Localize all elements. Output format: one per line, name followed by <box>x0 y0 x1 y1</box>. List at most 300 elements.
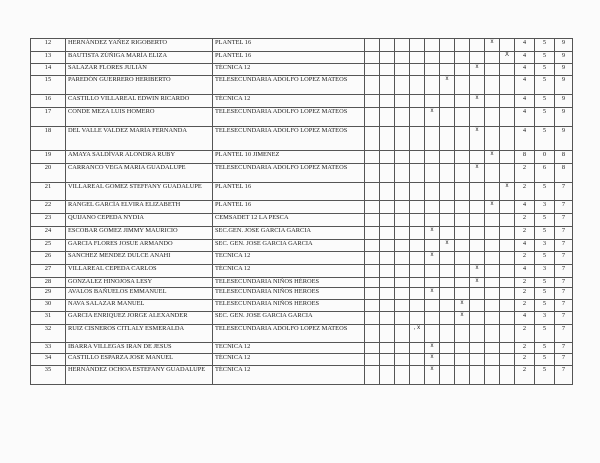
mark-cell <box>380 312 395 325</box>
total-cell: 8 <box>555 164 573 183</box>
school-cell: SEC.GEN. JOSE GARCIA GARCIA <box>213 227 365 240</box>
score-a-cell: 4 <box>515 127 535 151</box>
school-cell: PLANTEL 10 JIMENEZ <box>213 151 365 164</box>
row-number-cell: 29 <box>31 288 66 300</box>
student-name-cell: SANCHEZ MENDEZ DULCE ANAHI <box>66 252 213 265</box>
student-name-cell: CONDE MEZA LUIS HOMERO <box>66 108 213 127</box>
mark-cell <box>485 300 500 312</box>
score-a-cell: 4 <box>515 240 535 252</box>
total-cell: 7 <box>555 240 573 252</box>
score-b-cell: 3 <box>535 201 555 214</box>
score-a-cell: 4 <box>515 76 535 95</box>
mark-cell: x <box>425 354 440 366</box>
score-b-cell: 5 <box>535 183 555 201</box>
mark-cell <box>455 95 470 108</box>
mark-cell <box>440 312 455 325</box>
mark-cell <box>395 300 410 312</box>
row-number-cell: 20 <box>31 164 66 183</box>
mark-cell <box>440 265 455 278</box>
mark-cell <box>485 354 500 366</box>
mark-cell <box>500 278 515 288</box>
mark-cell <box>500 214 515 227</box>
total-cell: 9 <box>555 39 573 52</box>
table-row <box>31 265 573 278</box>
total-cell: 7 <box>555 325 573 343</box>
table-row <box>31 343 573 354</box>
score-b-cell: 5 <box>535 325 555 343</box>
mark-cell <box>395 312 410 325</box>
mark-cell <box>380 240 395 252</box>
row-number-cell: 32 <box>31 325 66 343</box>
mark-cell <box>455 343 470 354</box>
mark-cell <box>410 183 425 201</box>
mark-cell <box>440 39 455 52</box>
mark-cell <box>440 52 455 64</box>
school-cell: TECNICA 12 <box>213 252 365 265</box>
mark-cell <box>425 312 440 325</box>
school-cell: SEC. GEN. JOSE GARCIA GARCIA <box>213 240 365 252</box>
mark-cell <box>440 64 455 76</box>
score-b-cell: 5 <box>535 64 555 76</box>
student-name-cell: AVALOS BAÑUELOS EMMANUEL <box>66 288 213 300</box>
mark-cell <box>485 164 500 183</box>
score-a-cell: 2 <box>515 183 535 201</box>
row-number-cell: 14 <box>31 64 66 76</box>
score-a-cell: 4 <box>515 95 535 108</box>
total-cell: 7 <box>555 343 573 354</box>
mark-cell <box>455 183 470 201</box>
mark-cell <box>395 52 410 64</box>
score-b-cell: 5 <box>535 343 555 354</box>
mark-cell <box>365 278 380 288</box>
mark-cell <box>410 214 425 227</box>
school-cell: CEMSADET 12 LA PESCA <box>213 214 365 227</box>
mark-cell <box>485 366 500 385</box>
school-cell: TÉCNICA 12 <box>213 354 365 366</box>
row-number-cell: 16 <box>31 95 66 108</box>
mark-cell <box>440 164 455 183</box>
school-cell: TÉCNICA 12 <box>213 64 365 76</box>
mark-cell <box>365 252 380 265</box>
mark-cell <box>410 240 425 252</box>
table-row <box>31 366 573 385</box>
school-cell: TELESECUNDARIA ADOLFO LOPEZ MATEOS <box>213 108 365 127</box>
mark-cell <box>440 227 455 240</box>
school-cell: PLANTEL 16 <box>213 52 365 64</box>
row-number-cell: 18 <box>31 127 66 151</box>
mark-cell <box>395 95 410 108</box>
mark-cell <box>365 312 380 325</box>
mark-cell <box>455 127 470 151</box>
mark-cell: x <box>425 227 440 240</box>
mark-cell <box>485 95 500 108</box>
table-row <box>31 252 573 265</box>
total-cell: 7 <box>555 227 573 240</box>
mark-cell <box>410 95 425 108</box>
score-a-cell: 2 <box>515 252 535 265</box>
mark-cell: x <box>470 164 485 183</box>
mark-cell <box>380 164 395 183</box>
mark-cell <box>500 164 515 183</box>
mark-cell <box>425 183 440 201</box>
score-a-cell: 2 <box>515 164 535 183</box>
score-b-cell: 5 <box>535 354 555 366</box>
total-cell: 9 <box>555 108 573 127</box>
mark-cell <box>455 366 470 385</box>
school-cell: TECNICA 12 <box>213 343 365 354</box>
mark-cell <box>470 201 485 214</box>
mark-cell <box>365 354 380 366</box>
mark-cell: x <box>470 64 485 76</box>
mark-cell <box>470 343 485 354</box>
mark-cell <box>410 52 425 64</box>
mark-cell <box>380 64 395 76</box>
mark-cell <box>380 151 395 164</box>
mark-cell <box>455 252 470 265</box>
mark-cell <box>455 201 470 214</box>
row-number-cell: 33 <box>31 343 66 354</box>
mark-cell <box>485 52 500 64</box>
mark-cell <box>440 354 455 366</box>
mark-cell <box>500 240 515 252</box>
table-row <box>31 201 573 214</box>
student-name-cell: CASTILLO ESPARZA JOSE MANUEL <box>66 354 213 366</box>
mark-cell: , x <box>410 325 425 343</box>
mark-cell <box>395 151 410 164</box>
mark-cell <box>395 108 410 127</box>
mark-cell <box>425 300 440 312</box>
student-name-cell: BAUTISTA ZÚÑIGA MARÍA ELIZA <box>66 52 213 64</box>
row-number-cell: 31 <box>31 312 66 325</box>
row-number-cell: 13 <box>31 52 66 64</box>
mark-cell <box>455 227 470 240</box>
table-row <box>31 151 573 164</box>
row-number-cell: 17 <box>31 108 66 127</box>
mark-cell <box>500 127 515 151</box>
mark-cell <box>440 252 455 265</box>
mark-cell <box>365 64 380 76</box>
score-b-cell: 5 <box>535 214 555 227</box>
school-cell: PLANTEL 16 <box>213 201 365 214</box>
mark-cell <box>410 366 425 385</box>
table-row <box>31 288 573 300</box>
total-cell: 7 <box>555 354 573 366</box>
table-row <box>31 278 573 288</box>
mark-cell <box>380 252 395 265</box>
table-row <box>31 76 573 95</box>
student-name-cell: QUIJANO CEPEDA NYDIA <box>66 214 213 227</box>
mark-cell <box>485 183 500 201</box>
mark-cell <box>470 108 485 127</box>
score-a-cell: 2 <box>515 354 535 366</box>
mark-cell <box>500 64 515 76</box>
mark-cell <box>425 64 440 76</box>
results-table <box>30 38 573 385</box>
row-number-cell: 34 <box>31 354 66 366</box>
mark-cell <box>410 151 425 164</box>
mark-cell: x <box>425 288 440 300</box>
mark-cell <box>395 183 410 201</box>
mark-cell <box>470 300 485 312</box>
school-cell: TELESECUNDARIA NIÑOS HÉROES <box>213 278 365 288</box>
school-cell: PLANTEL 16 <box>213 39 365 52</box>
score-b-cell: 5 <box>535 278 555 288</box>
mark-cell <box>365 39 380 52</box>
mark-cell <box>395 76 410 95</box>
mark-cell <box>425 325 440 343</box>
student-name-cell: DEL VALLE VALDEZ MARÍA FERNANDA <box>66 127 213 151</box>
row-number-cell: 12 <box>31 39 66 52</box>
mark-cell <box>410 288 425 300</box>
mark-cell <box>455 265 470 278</box>
mark-cell <box>440 183 455 201</box>
student-name-cell: NAVA SALAZAR MANUEL <box>66 300 213 312</box>
mark-cell <box>440 201 455 214</box>
mark-cell <box>365 52 380 64</box>
total-cell: 7 <box>555 366 573 385</box>
mark-cell <box>425 39 440 52</box>
mark-cell <box>470 252 485 265</box>
mark-cell <box>395 288 410 300</box>
mark-cell <box>425 95 440 108</box>
score-b-cell: 3 <box>535 240 555 252</box>
school-cell: TELESECUNDARIA ADOLFO LOPEZ MATEOS <box>213 127 365 151</box>
mark-cell <box>485 240 500 252</box>
score-a-cell: 4 <box>515 108 535 127</box>
student-name-cell: CARRANCO VEGA MARIA GUADALUPE <box>66 164 213 183</box>
mark-cell <box>410 227 425 240</box>
row-number-cell: 22 <box>31 201 66 214</box>
mark-cell: x <box>425 108 440 127</box>
total-cell: 9 <box>555 127 573 151</box>
mark-cell <box>440 95 455 108</box>
mark-cell <box>410 300 425 312</box>
score-b-cell: 5 <box>535 127 555 151</box>
mark-cell: x <box>455 312 470 325</box>
mark-cell <box>365 343 380 354</box>
mark-cell <box>395 265 410 278</box>
mark-cell <box>470 325 485 343</box>
mark-cell <box>455 52 470 64</box>
mark-cell <box>485 214 500 227</box>
mark-cell: x <box>455 300 470 312</box>
mark-cell <box>380 278 395 288</box>
mark-cell <box>455 39 470 52</box>
score-b-cell: 5 <box>535 52 555 64</box>
student-name-cell: ESCOBAR GOMEZ JIMMY MAURICIO <box>66 227 213 240</box>
score-b-cell: 6 <box>535 164 555 183</box>
table-row <box>31 127 573 151</box>
mark-cell: x <box>470 265 485 278</box>
student-name-cell: HERNÁNDEZ OCHOA ESTEFANY GUADALUPE <box>66 366 213 385</box>
mark-cell <box>500 265 515 278</box>
mark-cell <box>395 354 410 366</box>
mark-cell: x <box>440 76 455 95</box>
school-cell: PLANTEL 16 <box>213 183 365 201</box>
mark-cell <box>395 252 410 265</box>
mark-cell <box>500 108 515 127</box>
mark-cell <box>380 300 395 312</box>
mark-cell <box>380 214 395 227</box>
mark-cell <box>380 325 395 343</box>
mark-cell <box>395 164 410 183</box>
mark-cell <box>455 325 470 343</box>
student-name-cell: AMAYA SALDÍVAR ALONDRA RUBY <box>66 151 213 164</box>
mark-cell <box>500 300 515 312</box>
mark-cell <box>395 201 410 214</box>
mark-cell: x <box>485 151 500 164</box>
score-a-cell: 4 <box>515 312 535 325</box>
mark-cell <box>395 325 410 343</box>
mark-cell <box>410 343 425 354</box>
row-number-cell: 19 <box>31 151 66 164</box>
table-row <box>31 108 573 127</box>
school-cell: TELESECUNDARIA NIÑOS HEROES <box>213 288 365 300</box>
mark-cell <box>380 127 395 151</box>
score-a-cell: 4 <box>515 64 535 76</box>
mark-cell <box>365 240 380 252</box>
mark-cell <box>470 366 485 385</box>
school-cell: TELESECUNDARIA ADOLFO LOPEZ MATEOS <box>213 164 365 183</box>
score-a-cell: 2 <box>515 227 535 240</box>
score-b-cell: 5 <box>535 108 555 127</box>
score-a-cell: 2 <box>515 325 535 343</box>
school-cell: TELESECUNDARIA ADOLFO LOPEZ MATEOS <box>213 76 365 95</box>
mark-cell <box>440 108 455 127</box>
mark-cell <box>410 39 425 52</box>
school-cell: TÉCNICA 12 <box>213 95 365 108</box>
mark-cell <box>440 127 455 151</box>
mark-cell <box>365 325 380 343</box>
mark-cell <box>455 108 470 127</box>
mark-cell <box>470 183 485 201</box>
score-a-cell: 2 <box>515 278 535 288</box>
mark-cell <box>380 343 395 354</box>
mark-cell <box>425 240 440 252</box>
mark-cell <box>440 151 455 164</box>
mark-cell: x <box>470 95 485 108</box>
mark-cell <box>470 240 485 252</box>
mark-cell <box>500 354 515 366</box>
mark-cell <box>395 278 410 288</box>
mark-cell <box>500 312 515 325</box>
score-a-cell: 2 <box>515 288 535 300</box>
total-cell: 9 <box>555 52 573 64</box>
mark-cell <box>485 265 500 278</box>
mark-cell <box>500 227 515 240</box>
total-cell: 7 <box>555 183 573 201</box>
mark-cell <box>410 354 425 366</box>
total-cell: 7 <box>555 265 573 278</box>
mark-cell <box>455 64 470 76</box>
table-body <box>31 39 573 385</box>
mark-cell <box>485 325 500 343</box>
mark-cell: x <box>470 127 485 151</box>
row-number-cell: 27 <box>31 265 66 278</box>
score-a-cell: 4 <box>515 39 535 52</box>
mark-cell <box>500 151 515 164</box>
mark-cell <box>410 64 425 76</box>
mark-cell <box>380 354 395 366</box>
student-name-cell: PAREDÓN GUERRERO HERIBERTO <box>66 76 213 95</box>
student-name-cell: IBARRA VILLEGAS IRAN DE JESUS <box>66 343 213 354</box>
score-b-cell: 5 <box>535 76 555 95</box>
table-row <box>31 300 573 312</box>
mark-cell <box>395 127 410 151</box>
mark-cell <box>500 39 515 52</box>
mark-cell <box>380 76 395 95</box>
score-a-cell: 2 <box>515 366 535 385</box>
student-name-cell: VILLAREAL CEPEDA CARLOS <box>66 265 213 278</box>
score-a-cell: 8 <box>515 151 535 164</box>
mark-cell <box>425 164 440 183</box>
mark-cell <box>440 366 455 385</box>
mark-cell <box>380 366 395 385</box>
mark-cell <box>410 164 425 183</box>
mark-cell: X <box>500 52 515 64</box>
score-a-cell: 2 <box>515 343 535 354</box>
mark-cell <box>455 354 470 366</box>
mark-cell <box>455 76 470 95</box>
mark-cell <box>365 108 380 127</box>
table-row <box>31 95 573 108</box>
score-a-cell: 4 <box>515 52 535 64</box>
mark-cell <box>470 39 485 52</box>
mark-cell <box>440 288 455 300</box>
mark-cell: x <box>500 183 515 201</box>
school-cell: TÉCNICA 12 <box>213 366 365 385</box>
mark-cell <box>365 366 380 385</box>
row-number-cell: 26 <box>31 252 66 265</box>
score-b-cell: 5 <box>535 252 555 265</box>
score-a-cell: 2 <box>515 300 535 312</box>
mark-cell: x <box>425 343 440 354</box>
mark-cell <box>425 76 440 95</box>
mark-cell <box>395 366 410 385</box>
mark-cell <box>380 201 395 214</box>
student-name-cell: GARCIA FLORES JOSUE ARMANDO <box>66 240 213 252</box>
table-row <box>31 214 573 227</box>
mark-cell <box>470 288 485 300</box>
mark-cell <box>410 76 425 95</box>
score-b-cell: 5 <box>535 95 555 108</box>
mark-cell <box>485 127 500 151</box>
mark-cell <box>365 151 380 164</box>
mark-cell <box>365 300 380 312</box>
mark-cell <box>380 95 395 108</box>
score-b-cell: 5 <box>535 366 555 385</box>
mark-cell <box>440 214 455 227</box>
mark-cell <box>425 278 440 288</box>
total-cell: 8 <box>555 151 573 164</box>
total-cell: 7 <box>555 300 573 312</box>
row-number-cell: 35 <box>31 366 66 385</box>
mark-cell <box>440 300 455 312</box>
mark-cell <box>380 227 395 240</box>
score-a-cell: 4 <box>515 201 535 214</box>
total-cell: 7 <box>555 214 573 227</box>
mark-cell <box>365 265 380 278</box>
mark-cell <box>485 343 500 354</box>
mark-cell <box>380 288 395 300</box>
mark-cell <box>395 343 410 354</box>
mark-cell <box>500 95 515 108</box>
mark-cell <box>485 76 500 95</box>
mark-cell <box>485 64 500 76</box>
mark-cell <box>395 227 410 240</box>
score-b-cell: 3 <box>535 265 555 278</box>
row-number-cell: 21 <box>31 183 66 201</box>
